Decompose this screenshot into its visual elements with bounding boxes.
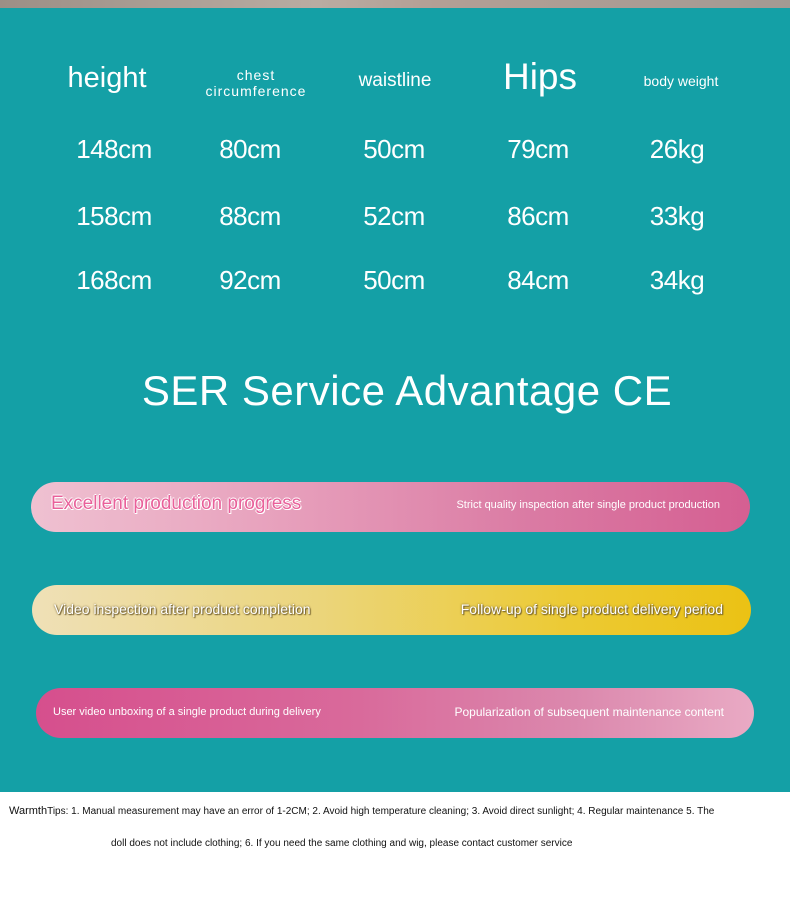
cell-waistline: 50cm [363, 265, 425, 295]
cell-waistline: 52cm [363, 201, 425, 231]
advantage-right-label: Follow-up of single product delivery period [460, 601, 723, 617]
header-chest-line1: chest [236, 67, 276, 83]
advantage-right-label: Popularization of subsequent maintenance content [454, 705, 724, 719]
cell-chest: 92cm [219, 265, 281, 295]
advantage-left-label: Video inspection after product completion [54, 601, 311, 617]
tips-line-2: doll does not include clothing; 6. If you need the same clothing and wig, please contact customer service [111, 838, 573, 849]
cell-height: 168cm [76, 265, 152, 295]
cell-waistline: 50cm [363, 134, 425, 164]
header-chest-line2: circumference [205, 83, 307, 99]
tips-label: Warmth [9, 805, 48, 817]
cell-chest: 80cm [219, 134, 281, 164]
header-chest-circumference [206, 67, 307, 99]
advantage-left-label: Excellent production progress [51, 493, 302, 514]
advantage-bar-delivery [36, 688, 754, 738]
advantage-left-label: User video unboxing of a single product during delivery [53, 706, 321, 718]
tips-line-1 [9, 805, 784, 817]
cell-body-weight: 34kg [649, 265, 705, 295]
header-body-weight: body weight [643, 73, 719, 89]
cell-height: 148cm [76, 134, 152, 164]
header-hips: Hips [502, 56, 578, 97]
cell-hips: 86cm [507, 201, 569, 231]
service-advantage-title: SER Service Advantage CE [141, 367, 673, 414]
cell-hips: 79cm [507, 134, 569, 164]
cell-body-weight: 26kg [649, 134, 705, 164]
cell-height: 158cm [76, 201, 152, 231]
cell-body-weight: 33kg [649, 201, 705, 231]
header-waistline: waistline [358, 70, 432, 91]
advantage-bar-production [31, 482, 750, 532]
cell-chest: 88cm [219, 201, 281, 231]
advantage-right-label: Strict quality inspection after single product production [456, 499, 720, 511]
header-height: height [67, 62, 147, 94]
top-image-strip [0, 0, 790, 8]
advantage-bar-inspection [32, 585, 751, 635]
tips-text-1: Tips: 1. Manual measurement may have an error of 1-2CM; 2. Avoid high temperature cleaning; 3. Avoid direct sunlight; 4. Regular maintenance 5. The [47, 806, 715, 817]
cell-hips: 84cm [507, 265, 569, 295]
